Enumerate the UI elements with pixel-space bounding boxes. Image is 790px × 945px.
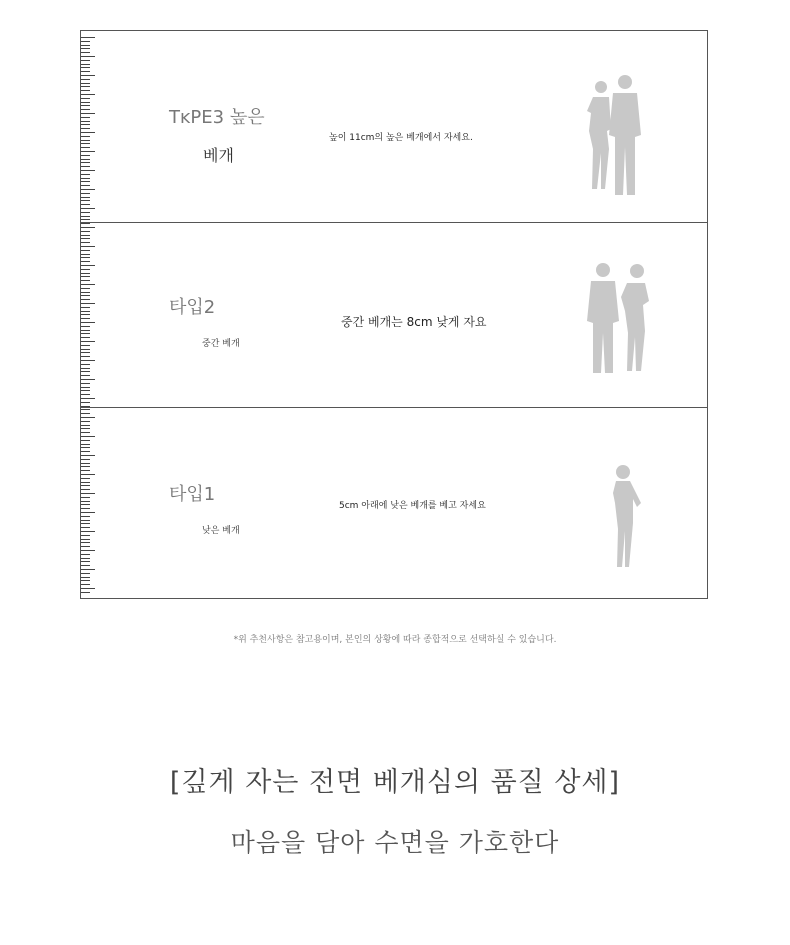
type-subtitle: 베개 [203,146,234,165]
type-title: 타입1 [169,484,216,505]
type-description: 5cm 아래에 낮은 베개를 베고 자세요 [339,501,486,511]
couple-standing-silhouette [579,73,649,198]
woman-standing-silhouette [607,463,647,573]
type-description: 높이 11cm의 높은 베개에서 자세요. [329,133,473,143]
pillow-row-type1 [81,408,707,600]
type-title: TĸPE3 높은 [169,107,265,128]
recommendation-note: *위 추천사항은 참고용이며, 본인의 상황에 따라 종합적으로 선택하실 수 있습니다. [233,635,557,645]
pillow-height-guide [80,30,708,599]
couple-standing-silhouette [585,261,655,376]
pillow-row-type3 [81,31,707,223]
type-title: 타입2 [169,297,216,318]
type-subtitle: 낮은 베개 [202,526,240,536]
section-heading: [깊게 자는 전면 베개심의 품질 상세] [169,767,621,798]
pillow-row-type2 [81,223,707,408]
type-description: 중간 베개는 8cm 낮게 자요 [341,315,487,329]
section-subheading: 마음을 담아 수면을 가호한다 [230,828,560,857]
type-subtitle: 중간 베개 [202,339,240,349]
